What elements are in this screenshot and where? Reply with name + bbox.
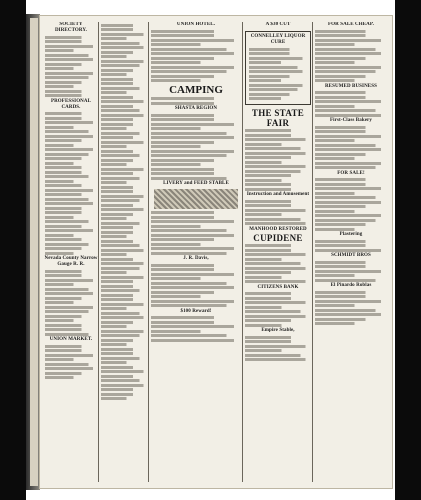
page-stack-edge	[30, 18, 38, 486]
heading-el-pinardo: El Pinardo Roblas	[330, 283, 372, 288]
heading-schmidt-bros: SCHMIDT BROS	[331, 253, 371, 258]
newspaper-page	[40, 16, 392, 488]
column-rule	[148, 22, 149, 482]
heading-jr-davis: J. R. Davis,	[183, 256, 209, 261]
heading-union-market: UNION MARKET.	[49, 337, 93, 342]
text-block	[315, 30, 387, 83]
heading-society-directory: SOCIETY DIRECTORY.	[54, 22, 88, 33]
scan-border-left	[0, 0, 26, 500]
heading-reward: $100 Reward!	[180, 308, 212, 314]
heading-union-hotel: UNION HOTEL.	[176, 22, 216, 27]
text-block	[45, 36, 97, 98]
text-block	[151, 97, 241, 105]
heading-camping: CAMPING	[169, 83, 223, 96]
horse-carriage-illustration	[154, 189, 238, 209]
text-block	[245, 336, 311, 362]
heading-liquor-cure-cut: A $30 CUT	[265, 22, 291, 27]
heading-instruction: Instruction and Amusement	[246, 192, 310, 197]
text-block	[151, 114, 241, 180]
heading-plastering: Plastering	[339, 232, 363, 237]
column-5	[314, 22, 388, 482]
text-block	[245, 200, 311, 226]
text-block	[245, 129, 311, 191]
heading-manhood-restored: MANHOOD RESTORED	[249, 226, 307, 232]
heading-railroad: Nevada County Narrow Gauge R. R.	[44, 256, 98, 267]
column-rule	[242, 22, 243, 482]
scan-border-right	[395, 0, 421, 500]
heading-professional-cards: PROFESSIONAL CARDS.	[50, 98, 92, 110]
heading-resumed-business: RESUMED BUSINESS	[324, 83, 378, 89]
text-block	[315, 261, 387, 282]
heading-empire-stable: Empire Stable,	[261, 328, 295, 333]
liquor-cure-ad	[245, 31, 311, 105]
heading-for-sale-cheap: FOR SALE CHEAP.	[328, 22, 374, 27]
text-block	[245, 292, 311, 327]
heading-state-fair: THE STATE FAIR	[251, 107, 305, 128]
heading-connelley: CONNELLEY LIQUOR CURE	[250, 34, 306, 45]
heading-for-sale: FOR SALE!	[337, 170, 365, 176]
text-block	[45, 345, 97, 380]
column-2	[100, 22, 148, 482]
column-rule	[98, 22, 99, 482]
heading-shasta-region: SHASTA REGION	[174, 106, 218, 111]
column-4	[244, 22, 312, 482]
text-block	[315, 91, 387, 117]
text-block	[151, 316, 241, 342]
heading-cupidene: CUPIDENE	[253, 232, 303, 243]
column-3	[150, 22, 242, 482]
text-block	[315, 291, 387, 326]
column-rule	[312, 22, 313, 482]
text-block	[315, 178, 387, 231]
text-block	[151, 30, 241, 83]
text-block	[245, 244, 311, 283]
text-block	[151, 211, 241, 255]
text-block	[151, 264, 241, 308]
text-block	[315, 126, 387, 170]
text-block	[315, 240, 387, 252]
heading-livery-stable: LIVERY and FEED STABLE	[163, 181, 229, 186]
text-block	[101, 24, 147, 401]
column-1	[44, 22, 98, 482]
heading-citizens-bank: CITIZENS BANK	[257, 284, 299, 290]
text-block	[45, 112, 97, 255]
timetable-block	[45, 270, 97, 336]
heading-first-class-bakery: First-Class Bakery	[330, 118, 372, 123]
text-block	[249, 48, 307, 101]
